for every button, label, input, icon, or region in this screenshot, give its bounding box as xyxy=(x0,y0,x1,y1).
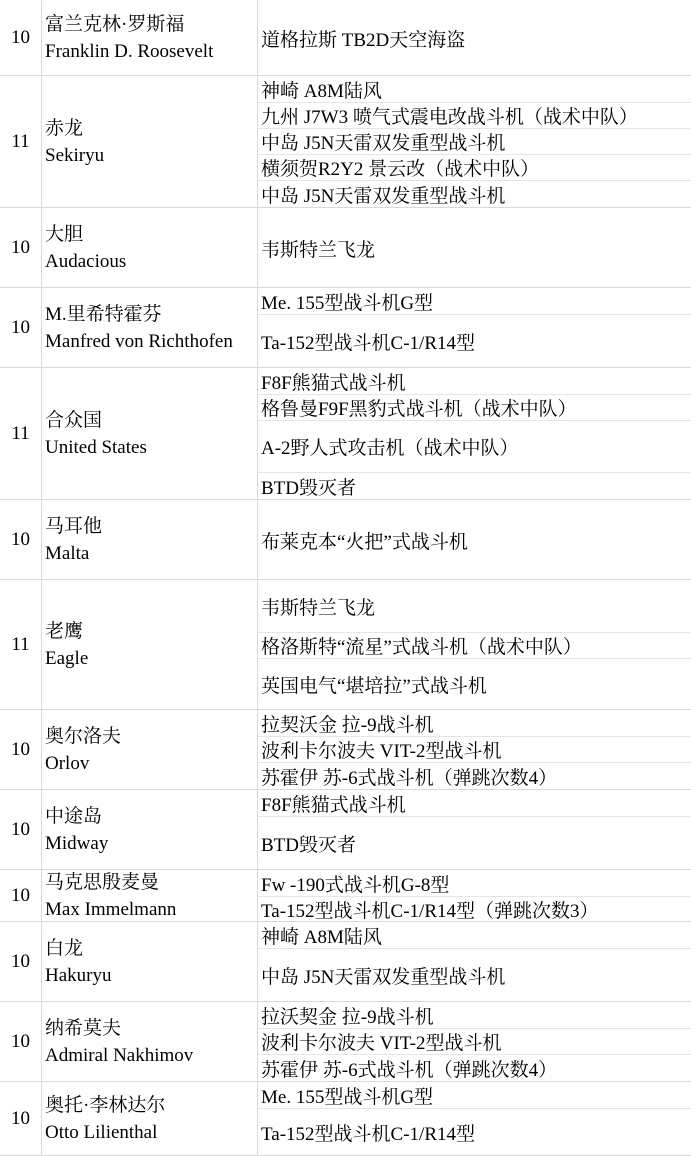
aircraft-entry: 苏霍伊 苏-6式战斗机（弹跳次数4） xyxy=(261,1059,558,1081)
ship-name-chinese: 富兰克林·罗斯福 xyxy=(45,13,185,35)
ship-name-chinese: 纳希莫夫 xyxy=(45,1017,122,1039)
ship-name-cell xyxy=(42,922,258,1001)
aircraft-entry: 拉契沃金 拉-9战斗机 xyxy=(258,710,691,737)
aircraft-entry: BTD毁灭者 xyxy=(261,834,357,856)
ship-name-cell xyxy=(42,1002,258,1081)
ship-name-chinese: 老鹰 xyxy=(45,620,84,642)
ship-name-chinese: 白龙 xyxy=(45,937,84,959)
ship-name-chinese: 中途岛 xyxy=(45,805,103,827)
ship-name-cell xyxy=(42,790,258,869)
ship-name-english: Malta xyxy=(45,542,90,564)
ship-name-english: Sekiryu xyxy=(45,144,105,166)
ship-name-chinese: 奥托·李林达尔 xyxy=(45,1094,166,1116)
aircraft-entry: 中岛 J5N天雷双发重型战斗机 xyxy=(258,128,691,155)
tier-cell: 11 xyxy=(0,368,42,499)
aircraft-list-cell xyxy=(258,710,691,789)
aircraft-entry: 九州 J7W3 喷气式震电改战斗机（战术中队） xyxy=(258,102,691,129)
ship-name-english: Audacious xyxy=(45,250,127,272)
table-row xyxy=(0,208,691,288)
table-row xyxy=(0,870,691,922)
aircraft-entry: 英国电气“堪培拉”式战斗机 xyxy=(261,675,487,697)
ship-name-english: Admiral Nakhimov xyxy=(45,1044,194,1066)
ship-name-english: Eagle xyxy=(45,647,89,669)
tier-cell: 10 xyxy=(0,208,42,287)
tier-cell: 10 xyxy=(0,1082,42,1155)
table-row xyxy=(0,500,691,580)
aircraft-entry: 神崎 A8M陆风 xyxy=(258,922,691,949)
aircraft-entry: 中岛 J5N天雷双发重型战斗机 xyxy=(261,966,506,988)
tier-cell: 10 xyxy=(0,922,42,1001)
aircraft-entry: Fw -190式战斗机G-8型 xyxy=(258,870,691,897)
aircraft-entry: F8F熊猫式战斗机 xyxy=(258,368,691,395)
aircraft-entry: 格鲁曼F9F黑豹式战斗机（战术中队） xyxy=(258,394,691,421)
ship-name-english: Franklin D. Roosevelt xyxy=(45,40,214,62)
table-row xyxy=(0,368,691,500)
aircraft-entry: 布莱克本“火把”式战斗机 xyxy=(261,531,468,553)
tier-cell: 10 xyxy=(0,500,42,579)
aircraft-list-cell xyxy=(258,368,691,499)
aircraft-entry: Ta-152型战斗机C-1/R14型 xyxy=(261,1123,475,1145)
ship-name-chinese: 合众国 xyxy=(45,409,103,431)
aircraft-list-cell xyxy=(258,0,691,75)
tier-cell: 10 xyxy=(0,288,42,367)
aircraft-entry: 韦斯特兰飞龙 xyxy=(261,239,376,261)
ship-name-chinese: M.里希特霍芬 xyxy=(45,303,162,325)
ship-name-cell xyxy=(42,76,258,207)
ship-name-english: Otto Lilienthal xyxy=(45,1121,158,1143)
table-row xyxy=(0,76,691,208)
aircraft-entry: 苏霍伊 苏-6式战斗机（弹跳次数4） xyxy=(261,767,558,789)
aircraft-entry: Ta-152型战斗机C-1/R14型 xyxy=(261,332,475,354)
table-row xyxy=(0,1002,691,1082)
aircraft-list-cell xyxy=(258,580,691,709)
ship-name-cell xyxy=(42,0,258,75)
aircraft-list-cell xyxy=(258,500,691,579)
aircraft-entry: Ta-152型战斗机C-1/R14型（弹跳次数3） xyxy=(261,900,599,922)
aircraft-entry: 神崎 A8M陆风 xyxy=(258,76,691,103)
ship-name-cell xyxy=(42,208,258,287)
aircraft-entry: 道格拉斯 TB2D天空海盗 xyxy=(261,29,466,51)
aircraft-list-cell xyxy=(258,1082,691,1155)
ship-name-cell xyxy=(42,288,258,367)
aircraft-list-cell xyxy=(258,790,691,869)
ship-name-english: Orlov xyxy=(45,752,90,774)
aircraft-entry: 拉沃契金 拉-9战斗机 xyxy=(258,1002,691,1029)
table-row xyxy=(0,1082,691,1156)
tier-cell: 10 xyxy=(0,870,42,921)
ship-name-chinese: 赤龙 xyxy=(45,117,84,139)
ship-name-cell xyxy=(42,710,258,789)
ship-name-cell xyxy=(42,368,258,499)
table-row xyxy=(0,288,691,368)
ship-name-english: Max Immelmann xyxy=(45,898,177,920)
ship-name-chinese: 马耳他 xyxy=(45,515,103,537)
aircraft-entry: Me. 155型战斗机G型 xyxy=(258,1082,691,1109)
aircraft-entry: BTD毁灭者 xyxy=(261,477,357,499)
aircraft-list-cell xyxy=(258,288,691,367)
ship-name-english: Hakuryu xyxy=(45,964,112,986)
aircraft-entry: 格洛斯特“流星”式战斗机（战术中队） xyxy=(258,632,691,659)
aircraft-entry: 波利卡尔波夫 VIT-2型战斗机 xyxy=(258,736,691,763)
aircraft-list-cell xyxy=(258,870,691,921)
ship-name-english: Midway xyxy=(45,832,109,854)
ship-name-cell xyxy=(42,1082,258,1155)
aircraft-list-cell xyxy=(258,76,691,207)
ship-name-cell xyxy=(42,500,258,579)
aircraft-entry: 波利卡尔波夫 VIT-2型战斗机 xyxy=(258,1028,691,1055)
tier-cell: 11 xyxy=(0,580,42,709)
ship-name-english: United States xyxy=(45,436,147,458)
tier-cell: 10 xyxy=(0,0,42,75)
ship-name-cell xyxy=(42,870,258,921)
aircraft-entry: 中岛 J5N天雷双发重型战斗机 xyxy=(261,185,506,207)
tier-cell: 10 xyxy=(0,790,42,869)
aircraft-entry: A-2野人式攻击机（战术中队） xyxy=(258,420,691,473)
ship-name-chinese: 大胆 xyxy=(45,223,84,245)
aircraft-list-cell xyxy=(258,208,691,287)
ship-name-chinese: 奥尔洛夫 xyxy=(45,725,122,747)
aircraft-entry: 韦斯特兰飞龙 xyxy=(258,580,691,633)
tier-cell: 10 xyxy=(0,1002,42,1081)
ship-name-english: Manfred von Richthofen xyxy=(45,330,233,352)
aircraft-list-cell xyxy=(258,1002,691,1081)
aircraft-entry: 横须贺R2Y2 景云改（战术中队） xyxy=(258,154,691,181)
ship-name-chinese: 马克思殷麦曼 xyxy=(45,871,160,893)
tier-cell: 10 xyxy=(0,710,42,789)
table-row xyxy=(0,710,691,790)
tier-cell: 11 xyxy=(0,76,42,207)
aircraft-list-cell xyxy=(258,922,691,1001)
aircraft-entry: F8F熊猫式战斗机 xyxy=(258,790,691,817)
table-row xyxy=(0,922,691,1002)
aircraft-entry: Me. 155型战斗机G型 xyxy=(258,288,691,315)
table-row xyxy=(0,0,691,76)
table-row xyxy=(0,790,691,870)
ship-name-cell xyxy=(42,580,258,709)
table-row xyxy=(0,580,691,710)
